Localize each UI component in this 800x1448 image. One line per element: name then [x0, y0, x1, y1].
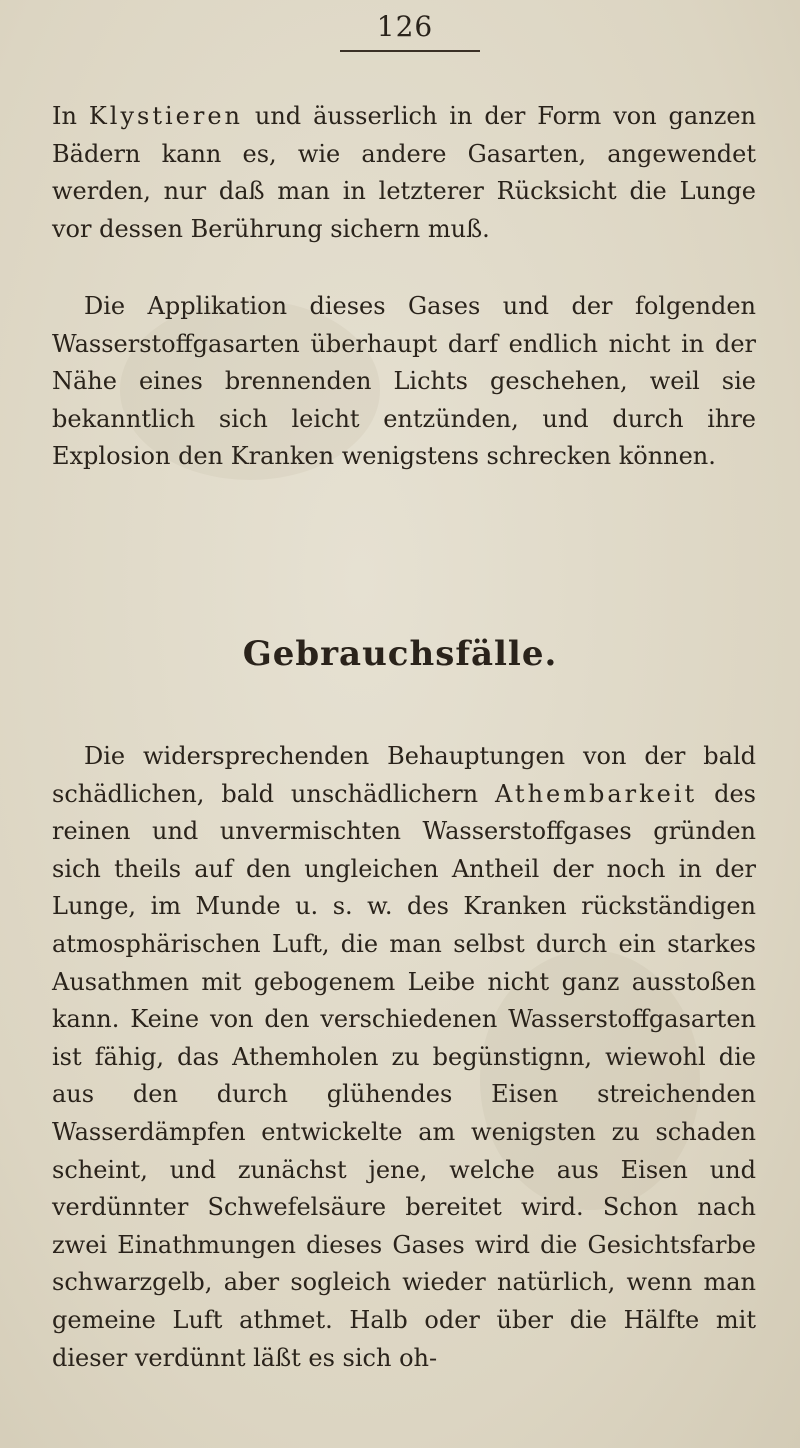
paragraph-applikation: Die Applikation dieses Gases und der folgenden Wasserstoffgasarten überhaupt darf endlich nicht in der Nähe eines brennenden Lichts geschehen, weil sie bekanntlich sich leicht entzünden, und durch ihre Explosion den Kranken wenigstens schrecken können. [52, 292, 756, 471]
page-number: 126 [376, 10, 434, 43]
emphasized-term-klystieren: Klystieren [88, 102, 243, 130]
header-rule [340, 50, 480, 52]
emphasized-term-athembarkeit: Athembarkeit [495, 779, 698, 808]
section-heading: Gebrauchsfälle. [242, 634, 558, 674]
paragraph-start: In [52, 102, 89, 130]
paragraph-continuation: und äusserlich in der Form von ganzen Bädern kann es, wie andere Gasarten, angewendet werden, nur daß man in letzterer Rücksicht die Lunge vor dessen Berührung sichern muß. [52, 102, 756, 243]
paragraph-start: Die widersprechenden Behauptungen von der bald schädlichen, bald unschädlichern [52, 742, 756, 808]
paragraph-continuation: des reinen und unvermischten Wasserstoffgases gründen sich theils auf den ungleichen Antheil der noch in der Lunge, im Munde u. s. w. des Kranken rückständigen atmosphärischen Luft, die man selbst durch ein starkes Ausathmen mit gebogenem Leibe nicht ganz ausstoßen kann. Keine von den verschiedenen Wasserstoffgasarten ist fähig, das Athemholen zu begünstignn, wiewohl die aus den durch glühendes Eisen streichenden Wasserdämpfen entwickelte am wenigsten zu schaden scheint, und zunächst jene, welche aus Eisen und verdünnter Schwefelsäure bereitet wird. Schon nach zwei Einathmungen dieses Gases wird die Gesichtsfarbe schwarzgelb, aber sogleich wieder natürlich, wenn man gemeine Luft athmet. Halb oder über die Hälfte mit dieser verdünnt läßt es sich oh- [52, 779, 756, 1372]
paragraph-klystieren [52, 98, 756, 248]
paragraph-gebrauchsfaelle [52, 738, 756, 1377]
